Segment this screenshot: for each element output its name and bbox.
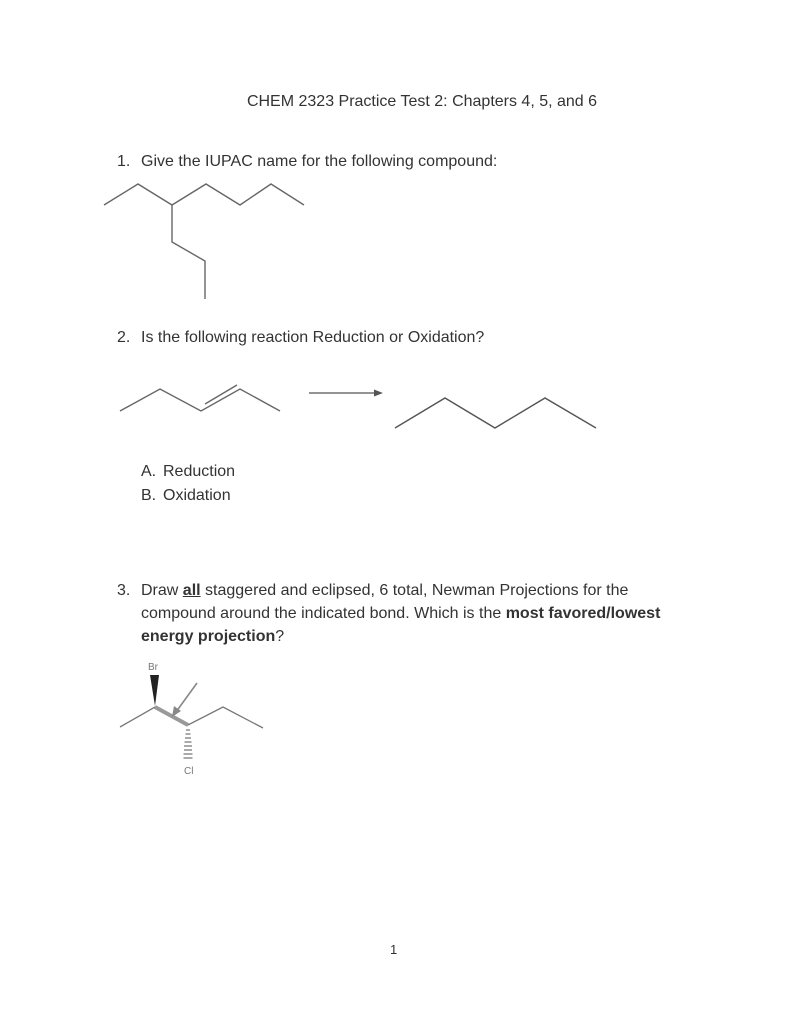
- emphasis-most-favored: most favored/lowest: [505, 605, 661, 622]
- indicator-arrow-icon: [172, 683, 197, 717]
- page-title: CHEM 2323 Practice Test 2: Chapters 4, 5, and 6: [246, 93, 598, 110]
- question-text: Is the following reaction Reduction or Oxidation?: [141, 329, 485, 346]
- hashed-bond-icon: [184, 730, 193, 758]
- question-number: 2.: [117, 329, 131, 346]
- question-line-3: energy projection?: [141, 628, 285, 645]
- question-number: 3.: [117, 582, 131, 599]
- q2-product-alkane: [395, 398, 596, 428]
- q2-reactant-alkene: [120, 385, 280, 411]
- wedge-bond-icon: [150, 675, 159, 706]
- option-letter: B.: [141, 487, 157, 504]
- question-text: Give the IUPAC name for the following compound:: [141, 153, 498, 170]
- atom-label-br: Br: [148, 662, 158, 673]
- page-number: 1: [390, 942, 398, 957]
- question-number: 1.: [117, 153, 131, 170]
- question-line-2: compound around the indicated bond. Which is the most favored/lowest: [141, 605, 661, 622]
- q3-skeletal-structure: [120, 662, 263, 777]
- option-letter: A.: [141, 463, 157, 480]
- option-label: Oxidation: [163, 487, 231, 504]
- option-label: Reduction: [163, 463, 236, 480]
- atom-label-cl: Cl: [184, 766, 194, 777]
- question-line-1: Draw all staggered and eclipsed, 6 total, Newman Projections for the: [141, 582, 629, 599]
- reaction-arrow-icon: [309, 390, 383, 397]
- emphasis-all: all: [182, 582, 201, 599]
- emphasis-energy-projection: energy projection: [141, 628, 276, 645]
- q1-skeletal-structure: [104, 184, 304, 299]
